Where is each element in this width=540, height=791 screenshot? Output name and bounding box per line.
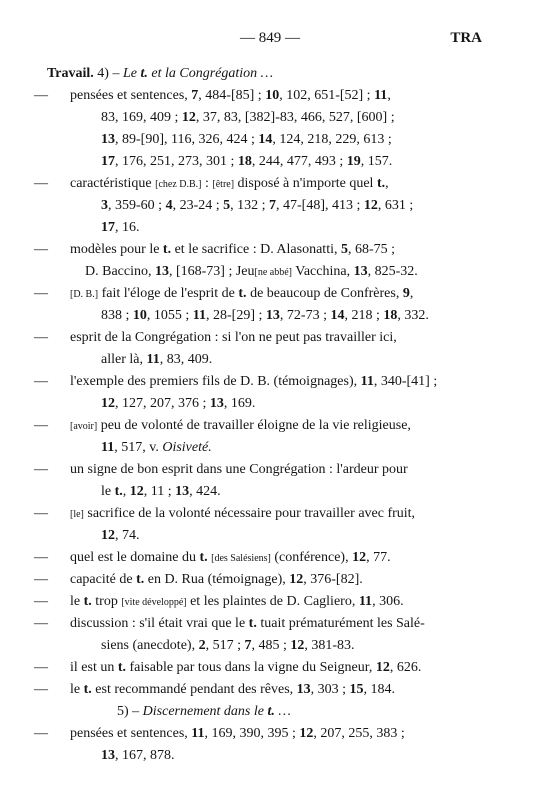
entry-segment: est recommandé pendant des rêves,: [91, 682, 297, 697]
index-continuation-line: [0, 151, 540, 173]
reference-volume: 11: [192, 308, 207, 323]
entry-segment: [chez D.B.]: [155, 179, 202, 190]
reference-volume: 13: [353, 264, 368, 279]
entry-segment: t.: [140, 66, 148, 81]
reference-volume: 4: [165, 198, 173, 213]
entry-segment: , 517 ;: [205, 638, 245, 653]
entry-segment: , 68-75 ;: [347, 242, 396, 257]
entry-text: [117, 701, 291, 723]
entry-segment: esprit de la Congrégation : si l'on ne peut pas travailler ici,: [70, 330, 397, 345]
entry-segment: , 74.: [115, 528, 140, 543]
entry-dash: —: [34, 572, 48, 587]
entry-text: [101, 107, 395, 129]
entry-segment: , 167, 878.: [115, 748, 175, 763]
entry-segment: , 157.: [360, 154, 393, 169]
reference-volume: 10: [265, 88, 280, 103]
entry-segment: caractéristique: [70, 176, 156, 191]
entry-text: [70, 85, 391, 107]
entry-segment: , 77.: [366, 550, 391, 565]
reference-volume: 12: [299, 726, 314, 741]
reference-volume: 13: [101, 748, 115, 763]
entry-dash: —: [34, 88, 48, 103]
entry-segment: , 376-[82].: [303, 572, 363, 587]
entry-text: [101, 393, 255, 415]
entry-segment: :: [201, 176, 213, 191]
entry-text: [101, 151, 392, 173]
entry-segment: ,: [122, 484, 130, 499]
entry-text: [101, 745, 175, 767]
index-continuation-line: [0, 217, 540, 239]
entry-segment: un signe de bon esprit dans une Congrégation : l'ardeur pour: [70, 462, 408, 477]
index-entry-line: [0, 503, 540, 525]
reference-volume: 11: [191, 726, 205, 741]
entry-segment: ,: [409, 286, 414, 301]
entry-segment: 5) –: [117, 704, 143, 719]
entry-segment: , 89-[90], 116, 326, 424 ;: [115, 132, 259, 147]
entry-segment: , 47-[48], 413 ;: [276, 198, 364, 213]
entry-text: [101, 195, 413, 217]
entry-segment: tuait prématurément les Salé-: [256, 616, 425, 631]
entry-segment: , 23-24 ;: [172, 198, 224, 213]
entry-segment: , 72-73 ;: [279, 308, 331, 323]
reference-volume: 13: [154, 264, 169, 279]
entry-segment: fait l'éloge de l'esprit de: [98, 286, 239, 301]
entry-text: [70, 569, 363, 591]
entry-segment: en D. Rua (témoignage),: [144, 572, 290, 587]
entry-segment: pensées et sentences,: [70, 726, 192, 741]
reference-volume: 14: [258, 132, 273, 147]
reference-volume: 7: [191, 88, 199, 103]
entry-segment: , 124, 218, 229, 613 ;: [272, 132, 392, 147]
reference-volume: 12: [290, 638, 305, 653]
index-continuation-line: [0, 63, 540, 85]
entry-segment: , 11 ;: [143, 484, 176, 499]
reference-volume: 13: [265, 308, 280, 323]
entry-segment: , 218 ;: [344, 308, 384, 323]
entry-segment: il est un: [70, 660, 118, 675]
entry-segment: le: [70, 682, 84, 697]
index-entry-line: [0, 415, 540, 437]
entry-segment: 83, 169, 409 ;: [101, 110, 182, 125]
entry-segment: , 127, 207, 376 ;: [115, 396, 210, 411]
index-continuation-line: [0, 261, 540, 283]
entry-text: [101, 437, 212, 459]
reference-volume: 14: [330, 308, 345, 323]
entry-dash: —: [34, 418, 48, 433]
reference-volume: 12: [289, 572, 304, 587]
entry-text: [47, 63, 273, 85]
entry-dash: —: [34, 330, 48, 345]
entry-dash: —: [34, 660, 48, 675]
reference-volume: 9: [402, 286, 410, 301]
reference-volume: 10: [132, 308, 147, 323]
reference-volume: 12: [101, 528, 115, 543]
index-entry-line: [0, 657, 540, 679]
index-continuation-line: [0, 129, 540, 151]
page-header: [0, 30, 540, 50]
entry-segment: le: [101, 484, 115, 499]
entry-dash: —: [34, 462, 48, 477]
entry-segment: , 825-32.: [367, 264, 418, 279]
entry-segment: Discernement dans le: [142, 704, 268, 719]
index-entry-line: [0, 569, 540, 591]
entry-segment: quel est le domaine du: [70, 550, 200, 565]
entry-text: [101, 525, 140, 547]
entry-segment: , 169.: [223, 396, 256, 411]
reference-volume: 12: [181, 110, 196, 125]
entry-segment: [des Salésiens]: [211, 553, 271, 564]
entry-segment: , 37, 83, [382]-83, 466, 527, [600] ;: [195, 110, 395, 125]
entry-segment: , 16.: [115, 220, 140, 235]
reference-volume: 17: [101, 220, 115, 235]
entry-segment: 838 ;: [101, 308, 133, 323]
reference-volume: 12: [101, 396, 115, 411]
entry-segment: [avoir]: [70, 421, 98, 432]
reference-volume: 13: [296, 682, 311, 697]
reference-volume: 11: [146, 352, 160, 367]
entry-segment: [le]: [70, 509, 84, 520]
entry-segment: , [168-73] ; Jeu: [168, 264, 255, 279]
entry-text: [70, 657, 421, 679]
entry-segment: , 303 ;: [310, 682, 350, 697]
entry-segment: , 169, 390, 395 ;: [204, 726, 300, 741]
entry-segment: , 306.: [372, 594, 404, 609]
index-entry-line: [0, 173, 540, 195]
index-continuation-line: [0, 195, 540, 217]
entry-text: [85, 261, 418, 284]
reference-volume: t.: [162, 242, 172, 257]
entry-segment: , 244, 477, 493 ;: [251, 154, 347, 169]
entry-text: [101, 481, 221, 503]
entry-segment: aller là,: [101, 352, 147, 367]
entry-segment: ,: [387, 88, 391, 103]
entry-text: [70, 679, 395, 701]
reference-volume: 7: [244, 638, 252, 653]
index-entry-line: [0, 85, 540, 107]
entry-segment: discussion : s'il était vrai que le: [70, 616, 249, 631]
entry-text: [70, 415, 411, 438]
entry-dash: —: [34, 616, 48, 631]
entry-text: [70, 459, 408, 481]
index-entry-line: [0, 239, 540, 261]
entry-text: [70, 547, 391, 570]
entry-segment: sacrifice de la volonté nécessaire pour travailler avec fruit,: [83, 506, 416, 521]
entry-segment: , 207, 255, 383 ;: [313, 726, 405, 741]
entry-segment: , 132 ;: [230, 198, 270, 213]
index-entry-line: [0, 591, 540, 613]
entry-segment: le: [70, 594, 84, 609]
reference-volume: t.: [83, 594, 92, 609]
index-continuation-line: [0, 481, 540, 503]
reference-volume: t.: [238, 286, 247, 301]
reference-volume: t.: [83, 682, 92, 697]
reference-volume: Travail.: [47, 66, 94, 81]
entry-segment: …: [274, 704, 291, 719]
reference-volume: 5: [340, 242, 348, 257]
entry-segment: , 83, 409.: [159, 352, 213, 367]
reference-volume: t.: [136, 572, 145, 587]
entry-dash: —: [34, 682, 48, 697]
entry-segment: disposé à n'importe quel: [234, 176, 377, 191]
entry-segment: Le: [122, 66, 141, 81]
index-continuation-line: [0, 393, 540, 415]
reference-volume: 17: [101, 154, 115, 169]
index-entry-line: [0, 371, 540, 393]
entry-segment: Vacchina,: [292, 264, 354, 279]
entry-segment: , 359-60 ;: [108, 198, 166, 213]
entry-text: [101, 129, 392, 151]
reference-volume: 7: [269, 198, 277, 213]
reference-volume: t.: [376, 176, 386, 191]
index-entry-line: [0, 723, 540, 745]
reference-volume: 11: [360, 374, 374, 389]
entry-text: [70, 173, 389, 196]
entry-segment: et le sacrifice : D. Alasonatti,: [171, 242, 341, 257]
entry-text: [70, 503, 415, 526]
reference-volume: 19: [346, 154, 361, 169]
reference-volume: 11: [358, 594, 373, 609]
entry-segment: peu de volonté de travailler éloigne de la vie religieuse,: [97, 418, 411, 433]
entry-segment: , 340-[41] ;: [373, 374, 438, 389]
entry-segment: , 424.: [189, 484, 221, 499]
entry-text: [101, 635, 355, 657]
entry-segment: [D. B.]: [70, 289, 99, 300]
entry-segment: , 485 ;: [251, 638, 291, 653]
entry-segment: Oisiveté.: [162, 440, 212, 455]
entry-segment: , 631 ;: [377, 198, 414, 213]
entry-segment: de beaucoup de Confrères,: [246, 286, 403, 301]
page-number: — 849 —: [240, 30, 300, 46]
entry-segment: ,: [385, 176, 389, 191]
entry-dash: —: [34, 506, 48, 521]
entry-segment: D. Baccino,: [85, 264, 155, 279]
entry-segment: , 484-[85] ;: [198, 88, 266, 103]
entry-segment: , 517, v.: [114, 440, 163, 455]
entry-dash: —: [34, 242, 48, 257]
entry-text: [70, 283, 413, 306]
reference-volume: 15: [349, 682, 364, 697]
entry-text: [70, 327, 397, 349]
index-entry-line: [0, 459, 540, 481]
entry-segment: faisable par tous dans la vigne du Seigneur,: [126, 660, 376, 675]
entry-text: [70, 723, 405, 745]
entry-dash: —: [34, 550, 48, 565]
index-entry-line: [0, 547, 540, 569]
entry-segment: trop: [91, 594, 122, 609]
entry-segment: , 381-83.: [304, 638, 355, 653]
entry-segment: [être]: [212, 179, 235, 190]
reference-volume: 11: [374, 88, 388, 103]
entry-dash: —: [34, 176, 48, 191]
entry-segment: [ne abbé]: [254, 267, 293, 278]
entry-dash: —: [34, 374, 48, 389]
index-continuation-line: [0, 745, 540, 767]
entry-segment: et les plaintes de D. Cagliero,: [186, 594, 359, 609]
reference-volume: 13: [175, 484, 190, 499]
running-head: TRA: [450, 30, 482, 46]
entry-segment: l'exemple des premiers fils de D. B. (témoignages),: [70, 374, 361, 389]
entry-text: [70, 239, 395, 261]
entry-text: [101, 349, 212, 371]
reference-volume: 3: [101, 198, 108, 213]
entry-segment: siens (anecdote),: [101, 638, 199, 653]
reference-volume: 13: [209, 396, 224, 411]
entry-segment: pensées et sentences,: [70, 88, 192, 103]
entry-segment: (conférence),: [270, 550, 353, 565]
reference-volume: t.: [114, 484, 123, 499]
entry-segment: , 176, 251, 273, 301 ;: [115, 154, 238, 169]
entry-segment: capacité de: [70, 572, 137, 587]
reference-volume: 11: [101, 440, 115, 455]
reference-volume: t.: [117, 660, 127, 675]
reference-volume: 18: [383, 308, 398, 323]
entry-segment: , 626.: [389, 660, 422, 675]
index-continuation-line: [0, 107, 540, 129]
reference-volume: 13: [101, 132, 115, 147]
entry-segment: et la Congrégation …: [147, 66, 274, 81]
entry-segment: 4) –: [93, 66, 123, 81]
entry-segment: modèles pour le: [70, 242, 163, 257]
entry-dash: —: [34, 286, 48, 301]
reference-volume: 12: [352, 550, 367, 565]
index-continuation-line: [0, 635, 540, 657]
index-entry-line: [0, 327, 540, 349]
entry-segment: t.: [267, 704, 275, 719]
index-continuation-line: [0, 701, 540, 723]
entry-dash: —: [34, 594, 48, 609]
index-continuation-line: [0, 305, 540, 327]
index-continuation-line: [0, 437, 540, 459]
entry-segment: , 1055 ;: [146, 308, 193, 323]
index-entry-line: [0, 679, 540, 701]
entry-text: [101, 217, 140, 239]
index-continuation-line: [0, 349, 540, 371]
entry-dash: —: [34, 726, 48, 741]
index-continuation-line: [0, 525, 540, 547]
reference-volume: 12: [129, 484, 144, 499]
entry-segment: , 28-[29] ;: [206, 308, 266, 323]
entry-text: [70, 613, 425, 635]
reference-volume: t.: [199, 550, 208, 565]
entry-segment: [vite développé]: [121, 597, 187, 608]
reference-volume: t.: [248, 616, 257, 631]
entry-segment: , 102, 651-[52] ;: [279, 88, 375, 103]
entry-segment: , 184.: [363, 682, 396, 697]
entry-text: [70, 371, 437, 393]
entry-text: [101, 305, 429, 327]
entry-text: [70, 591, 404, 614]
index-entry-line: [0, 283, 540, 305]
reference-volume: 2: [198, 638, 206, 653]
entry-segment: , 332.: [397, 308, 429, 323]
reference-volume: 12: [375, 660, 390, 675]
reference-volume: 12: [363, 198, 378, 213]
reference-volume: 5: [223, 198, 231, 213]
index-entry-line: [0, 613, 540, 635]
reference-volume: 18: [237, 154, 252, 169]
